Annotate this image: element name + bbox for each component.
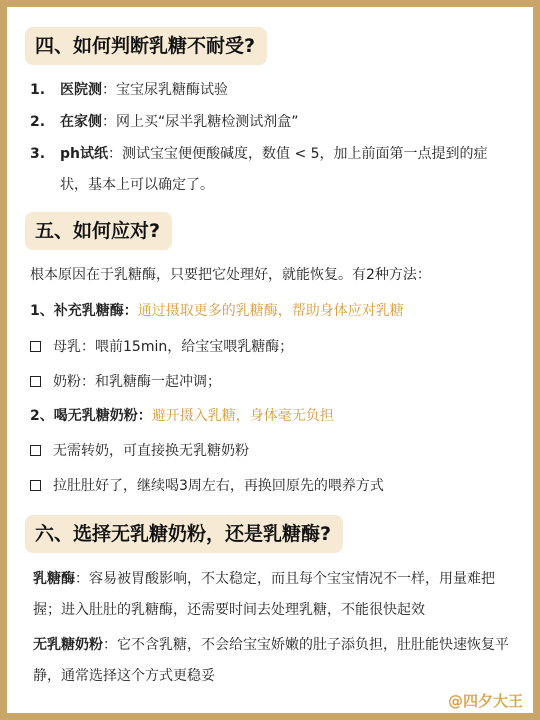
checklist-item — [30, 441, 249, 461]
paragraph-label: 乳糖酶 — [33, 571, 75, 587]
checklist-item — [30, 337, 293, 357]
section-4-heading: 四、如何判断乳糖不耐受? — [25, 27, 267, 65]
item-label: 在家侧 — [60, 114, 102, 130]
item-label: ph试纸 — [60, 146, 108, 162]
item-label: 医院测 — [60, 82, 102, 98]
method-2 — [30, 406, 334, 426]
list-number: 1. — [30, 82, 46, 98]
author-watermark: @四夕大王 — [447, 692, 523, 710]
checklist-text: 奶粉：和乳糖酶一起冲调； — [53, 374, 221, 390]
checklist-text: 拉肚肚好了，继续喝3周左右，再换回原先的喂养方式 — [53, 478, 384, 494]
checklist-text: 无需转奶，可直接换无乳糖奶粉 — [53, 443, 249, 459]
checkbox-square-icon — [30, 376, 41, 387]
checklist-item — [30, 372, 221, 392]
checklist-item — [30, 476, 384, 496]
checklist-text: 母乳：喂前15min，给宝宝喂乳糖酶； — [53, 339, 294, 355]
paragraph-text: ：它不含乳糖，不会给宝宝娇嫩的肚子添负担，肚肚能快速恢复平静，通常选择这个方式更稳妥 — [33, 637, 509, 684]
method-separator: ： — [137, 408, 152, 424]
paragraph-lactase — [33, 564, 511, 626]
checkbox-square-icon — [30, 341, 41, 352]
method-text: 避开摄入乳糖，身体毫无负担 — [151, 408, 334, 424]
section-5-heading: 五、如何应对? — [25, 212, 172, 250]
list-item-continuation: 状，基本上可以确定了。 — [60, 177, 214, 193]
paragraph-label: 无乳糖奶粉 — [33, 637, 103, 653]
method-label: 2、喝无乳糖奶粉 — [30, 408, 138, 424]
method-separator: ： — [123, 303, 138, 319]
list-item — [30, 112, 299, 132]
list-item — [30, 80, 228, 100]
method-label: 1、补充乳糖酶 — [30, 303, 124, 319]
item-text: ：宝宝尿乳糖酶试验 — [102, 82, 228, 98]
section-6-heading: 六、选择无乳糖奶粉，还是乳糖酶? — [25, 515, 343, 553]
item-text: ：网上买“尿半乳糖检测试剂盒” — [102, 114, 299, 130]
checkbox-square-icon — [30, 480, 41, 491]
checkbox-square-icon — [30, 445, 41, 456]
paragraph-lactose-free — [33, 630, 511, 692]
list-number: 2. — [30, 114, 46, 130]
method-1 — [30, 301, 404, 321]
intro-text: 根本原因在于乳糖酶，只要把它处理好，就能恢复。有2种方法： — [30, 267, 431, 283]
method-text: 通过摄取更多的乳糖酶，帮助身体应对乳糖 — [137, 303, 404, 319]
list-number: 3. — [30, 146, 46, 162]
list-item — [30, 144, 488, 164]
item-text: ：测试宝宝便便酸碱度，数值 < 5，加上前面第一点提到的症 — [108, 146, 488, 162]
paragraph-text: ：容易被胃酸影响，不太稳定，而且每个宝宝情况不一样，用量难把握；进入肚肚的乳糖酶，还需要时间去处理乳糖，不能很快起效 — [33, 571, 495, 618]
